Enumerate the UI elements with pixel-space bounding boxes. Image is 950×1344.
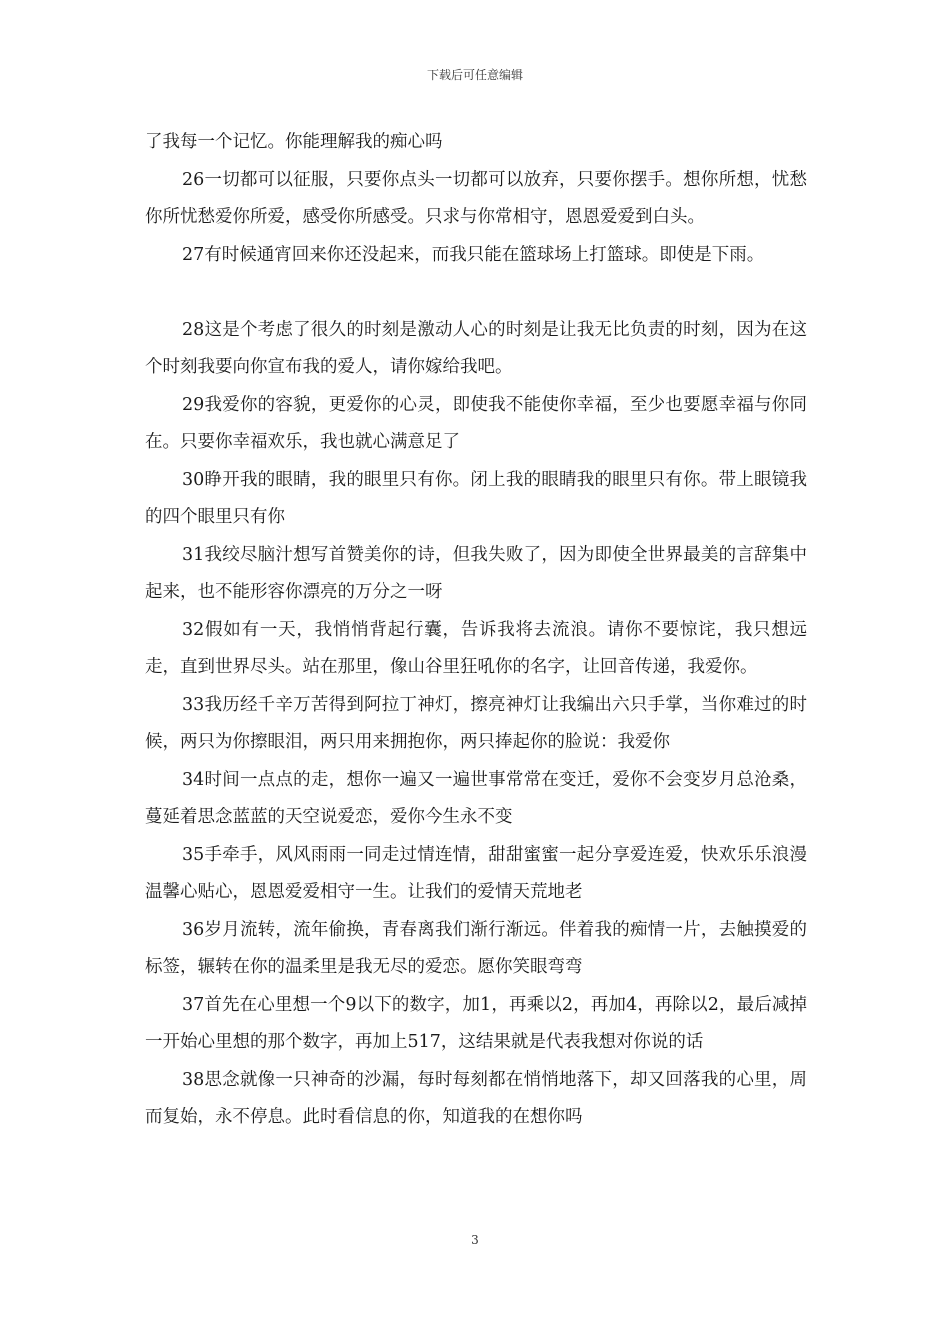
paragraph-26: 26一切都可以征服，只要你点头一切都可以放弃，只要你摆手。想你所想，忧愁你所忧愁爱你所爱，感受你所感受。只求与你常相守，恩恩爱爱到白头。 xyxy=(145,169,807,227)
page-number: 3 xyxy=(471,1233,479,1247)
paragraph-36: 36岁月流转，流年偷换，青春离我们渐行渐远。伴着我的痴情一片，去触摸爱的标签，辗转在你的温柔里是我无尽的爱恋。愿你笑眼弯弯 xyxy=(145,919,807,977)
paragraph-31: 31我绞尽脑汁想写首赞美你的诗，但我失败了，因为即使全世界最美的言辞集中起来，也不能形容你漂亮的万分之一呀 xyxy=(145,544,807,602)
paragraph-continuation: 了我每一个记忆。你能理解我的痴心吗 xyxy=(145,132,443,152)
paragraph-27: 27有时候通宵回来你还没起来，而我只能在篮球场上打篮球。即使是下雨。 xyxy=(182,244,765,265)
paragraph-29: 29我爱你的容貌，更爱你的心灵，即使我不能使你幸福，至少也要愿幸福与你同在。只要你幸福欢乐，我也就心满意足了 xyxy=(145,394,807,452)
paragraph-33: 33我历经千辛万苦得到阿拉丁神灯，擦亮神灯让我编出六只手掌，当你难过的时候，两只为你擦眼泪，两只用来拥抱你，两只捧起你的脸说：我爱你 xyxy=(145,694,807,752)
paragraph-30: 30睁开我的眼睛，我的眼里只有你。闭上我的眼睛我的眼里只有你。带上眼镜我的四个眼里只有你 xyxy=(145,469,807,527)
page-header: 下载后可任意编辑 xyxy=(426,68,523,82)
paragraph-34: 34时间一点点的走，想你一遍又一遍世事常常在变迁，爱你不会变岁月总沧桑，蔓延着思念蓝蓝的天空说爱恋，爱你今生永不变 xyxy=(145,769,807,827)
paragraph-32: 32假如有一天，我悄悄背起行囊，告诉我将去流浪。请你不要惊诧，我只想远走，直到世界尽头。站在那里，像山谷里狂吼你的名字，让回音传递，我爱你。 xyxy=(145,619,807,677)
paragraph-28: 28这是个考虑了很久的时刻是激动人心的时刻是让我无比负责的时刻，因为在这个时刻我要向你宣布我的爱人，请你嫁给我吧。 xyxy=(145,319,807,377)
document-body xyxy=(145,124,807,1137)
paragraph-35: 35手牵手，风风雨雨一同走过情连情，甜甜蜜蜜一起分享爱连爱，快欢乐乐浪漫温馨心贴心，恩恩爱爱相守一生。让我们的爱情天荒地老 xyxy=(145,844,807,902)
paragraph-38: 38思念就像一只神奇的沙漏，每时每刻都在悄悄地落下，却又回落我的心里，周而复始，永不停息。此时看信息的你，知道我的在想你吗 xyxy=(145,1069,807,1127)
paragraph-37: 37首先在心里想一个9以下的数字，加1，再乘以2，再加4，再除以2，最后减掉一开始心里想的那个数字，再加上517，这结果就是代表我想对你说的话 xyxy=(145,994,807,1052)
blank-line xyxy=(145,274,807,312)
